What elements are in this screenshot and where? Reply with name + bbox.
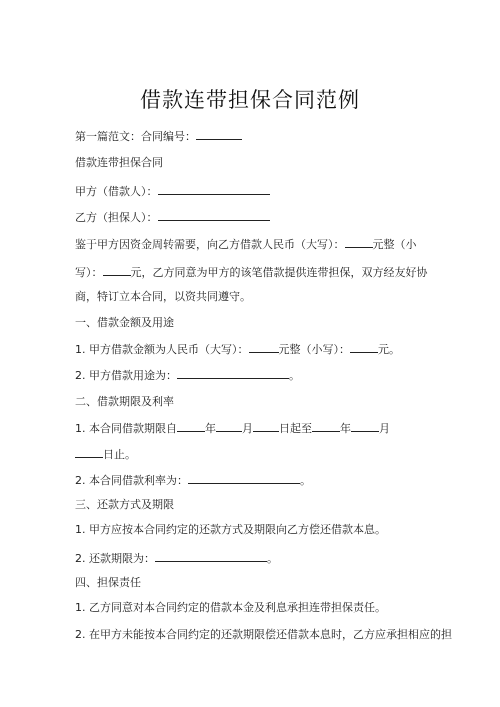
- fill-in-blank: [103, 264, 131, 276]
- fill-in-blank: [188, 472, 300, 484]
- fill-in-blank: [196, 128, 242, 140]
- line-text: 1. 甲方应按本合同约定的还款方式及期限向乙方偿还借款本息。: [75, 523, 386, 536]
- document-line: [75, 446, 136, 462]
- fill-in-blank: [155, 550, 267, 562]
- fill-in-blank: [75, 446, 103, 458]
- document-line: [75, 628, 452, 642]
- line-text: 四、担保责任: [75, 576, 141, 589]
- line-text: 日起至: [279, 422, 312, 435]
- line-text: 2. 在甲方未能按本合同约定的还款期限偿还借款本息时，乙方应承担相应的担: [75, 628, 452, 641]
- line-text: 2. 还款期限为：: [75, 552, 155, 565]
- fill-in-blank: [249, 341, 279, 353]
- line-text: 元整（小写）：: [278, 343, 350, 356]
- line-text: 鉴于甲方因资金周转需要，向乙方借款人民币（大写）：: [75, 238, 345, 251]
- fill-in-blank: [177, 367, 289, 379]
- line-text: 2. 本合同借款利率为：: [75, 474, 188, 487]
- document-line: [75, 264, 428, 280]
- line-text: 一、借款金额及用途: [75, 316, 174, 329]
- document-line: [75, 183, 270, 199]
- document-line: [75, 367, 300, 383]
- line-text: 二、借款期限及利率: [75, 395, 174, 408]
- line-text: 2. 甲方借款用途为：: [75, 369, 177, 382]
- line-text: 年: [340, 422, 351, 435]
- line-text: 第一篇范文：合同编号：: [75, 130, 196, 143]
- document-line: [75, 341, 400, 357]
- line-text: 。: [267, 552, 278, 565]
- document-line: [75, 576, 141, 590]
- document-line: [75, 550, 278, 566]
- fill-in-blank: [216, 420, 242, 432]
- line-text: 。: [300, 474, 311, 487]
- document-line: [75, 209, 270, 225]
- fill-in-blank: [351, 420, 379, 432]
- line-text: 借款连带担保合同: [75, 156, 163, 169]
- document-line: [75, 523, 386, 537]
- line-text: 。: [289, 369, 300, 382]
- document-line: [75, 498, 174, 512]
- document-title: 借款连带担保合同范例: [140, 88, 360, 112]
- line-text: 1. 乙方同意对本合同约定的借款本金及利息承担连带担保责任。: [75, 601, 386, 614]
- line-text: 元整（小: [372, 238, 417, 251]
- document-line: [75, 290, 251, 304]
- line-text: 月: [242, 422, 253, 435]
- fill-in-blank: [350, 341, 378, 353]
- line-text: 元，乙方同意为甲方的该笔借款提供连带担保，双方经友好协: [130, 266, 428, 279]
- line-text: 元。: [378, 343, 400, 356]
- fill-in-blank: [345, 236, 373, 248]
- line-text: 年: [205, 422, 216, 435]
- line-text: 三、还款方式及期限: [75, 498, 174, 511]
- document-line: [75, 395, 174, 409]
- line-text: 日止。: [103, 448, 136, 461]
- line-text: 月: [379, 422, 390, 435]
- document-line: [75, 472, 311, 488]
- document-line: [75, 128, 242, 144]
- line-text: 写）：: [75, 266, 103, 279]
- line-text: 商，特订立本合同，以资共同遵守。: [75, 290, 251, 303]
- fill-in-blank: [158, 183, 270, 195]
- document-line: [75, 236, 417, 252]
- line-text: 甲方（借款人）：: [75, 185, 158, 198]
- fill-in-blank: [158, 209, 270, 221]
- fill-in-blank: [312, 420, 340, 432]
- line-text: 1. 本合同借款期限自: [75, 422, 177, 435]
- document-line: [75, 420, 390, 436]
- document-line: [75, 316, 174, 330]
- document-line: [75, 156, 163, 170]
- document-line: [75, 601, 386, 615]
- fill-in-blank: [253, 420, 279, 432]
- fill-in-blank: [177, 420, 205, 432]
- line-text: 1. 甲方借款金额为人民币（大写）：: [75, 343, 249, 356]
- line-text: 乙方（担保人）：: [75, 211, 158, 224]
